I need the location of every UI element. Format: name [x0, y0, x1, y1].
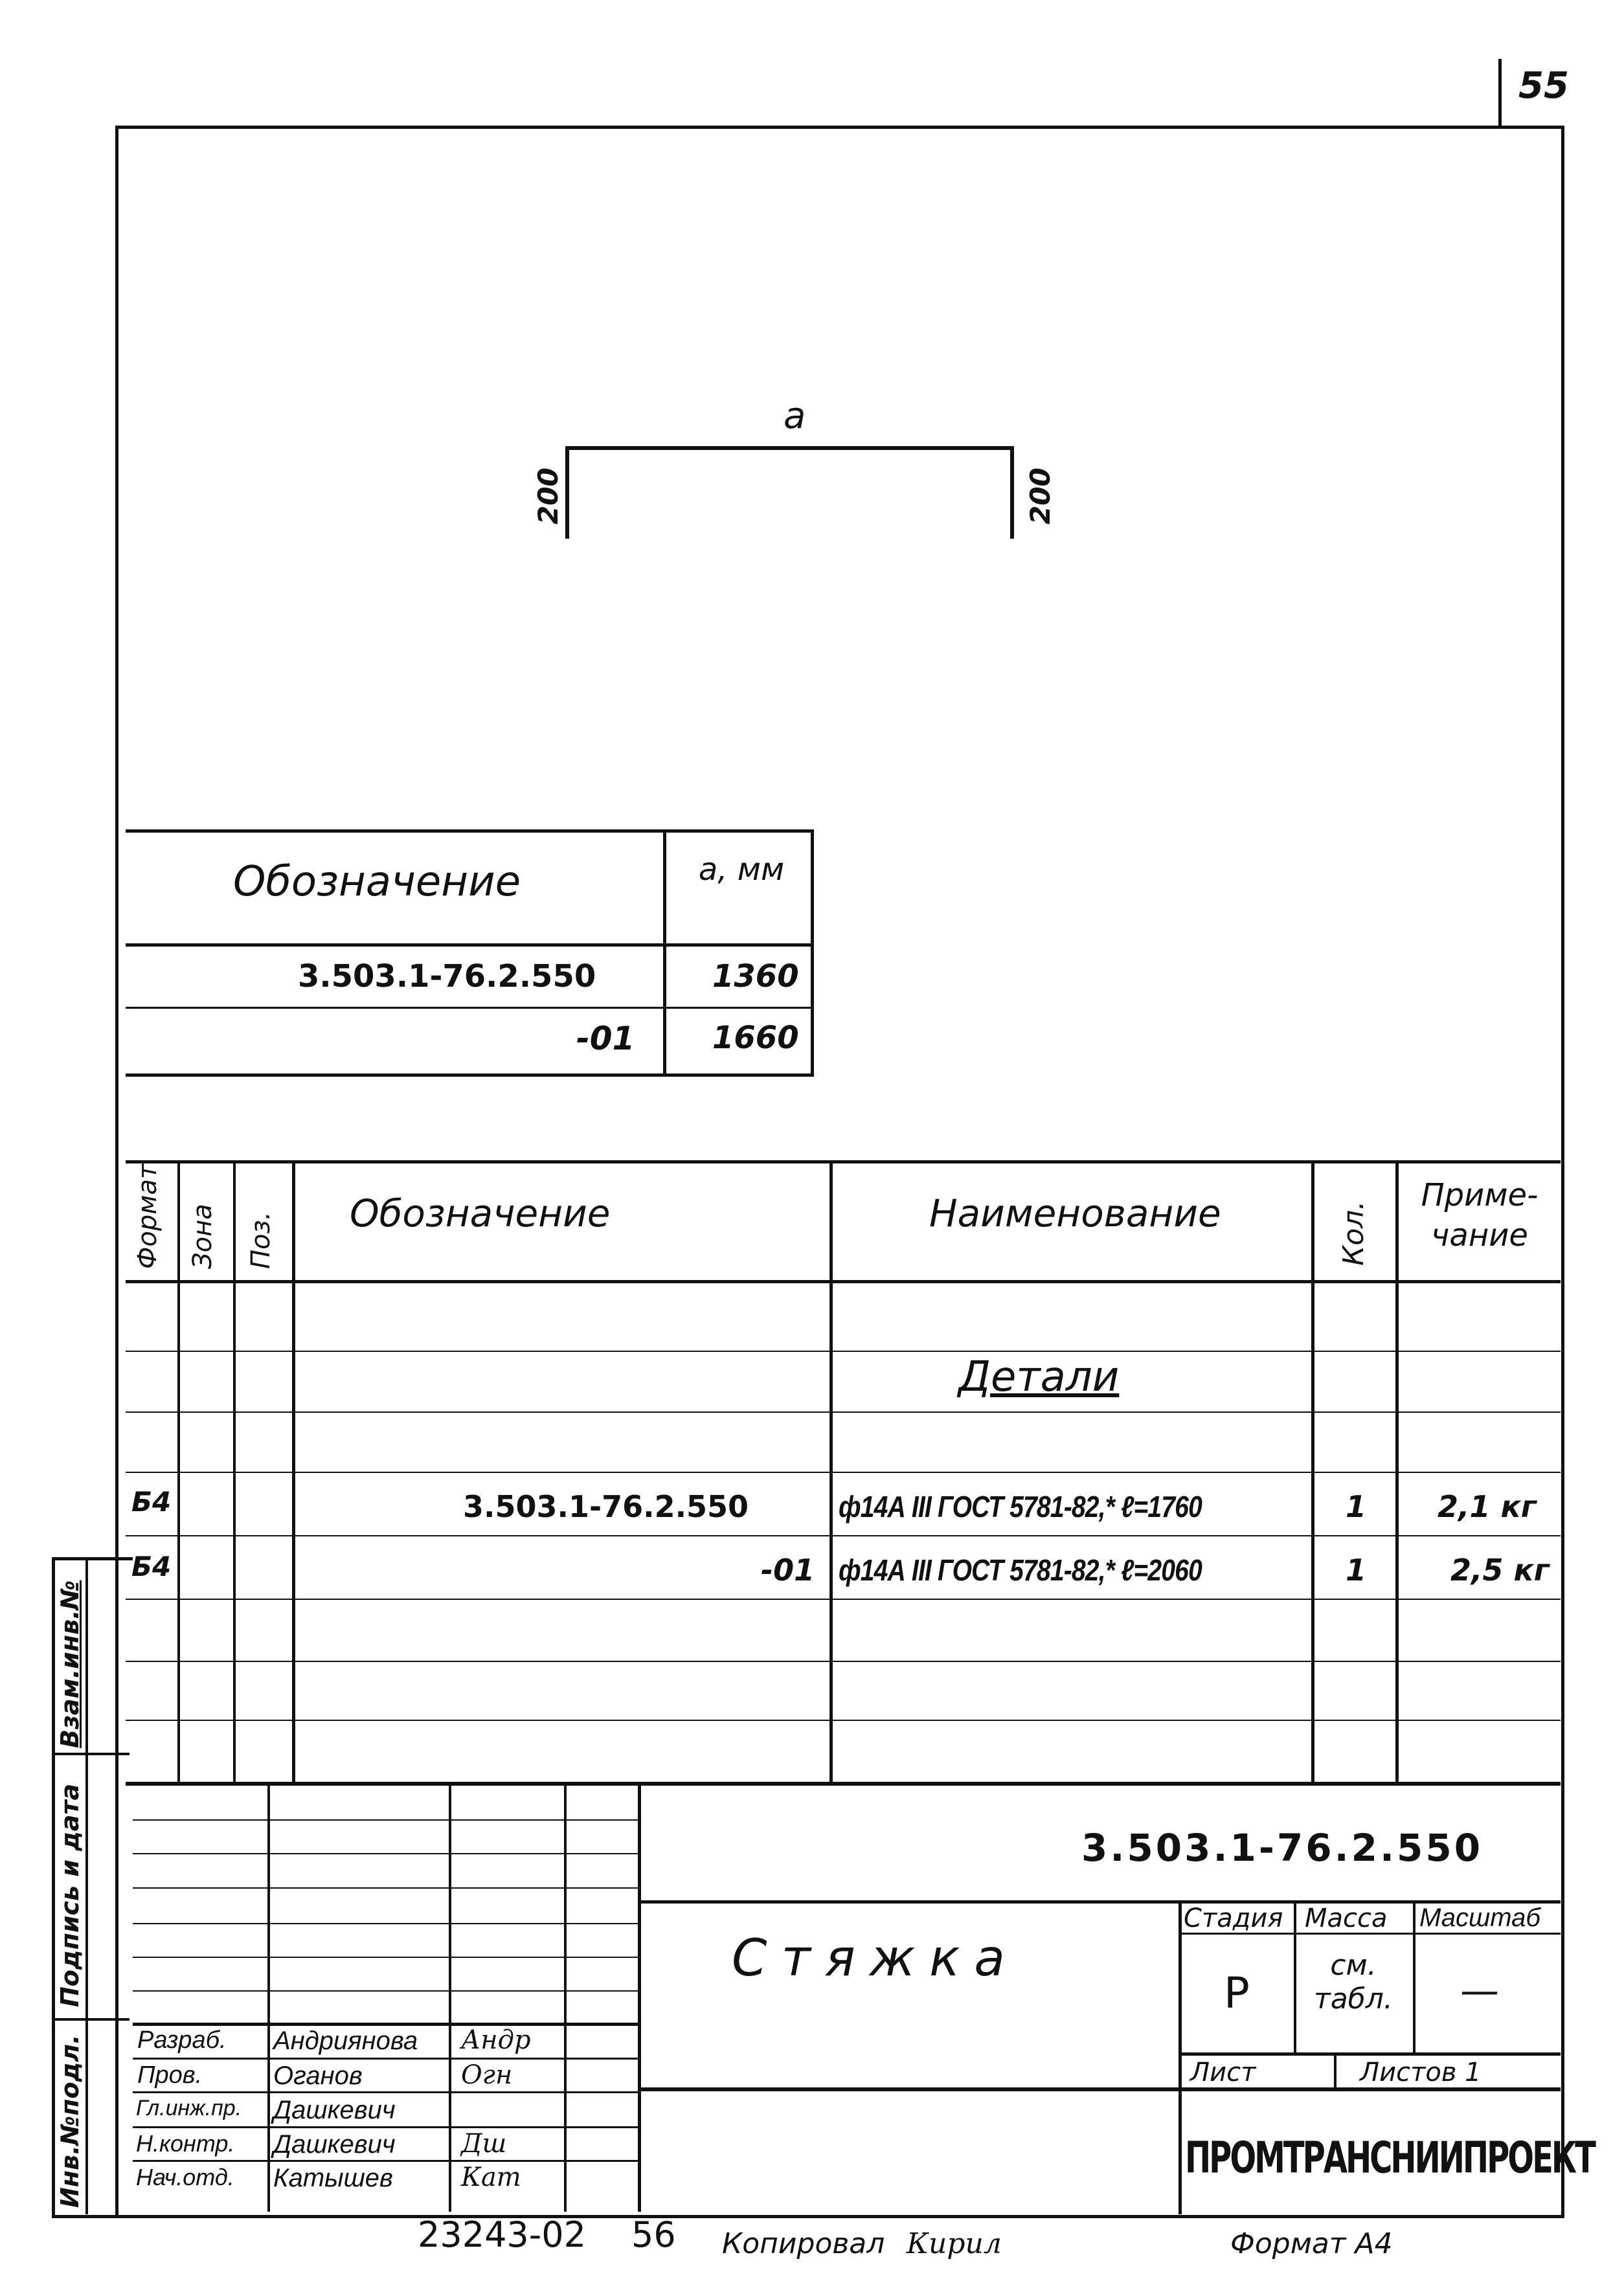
row-format: Б4 — [131, 1551, 172, 1582]
section-title: Детали — [958, 1353, 1120, 1401]
staff-name: Андриянова — [273, 2027, 418, 2055]
header-format: Формат — [133, 1163, 163, 1269]
side-label-replace-inv: Взам.инв.№ — [56, 1580, 84, 1748]
inventory-number: 23243-02 — [418, 2214, 586, 2255]
format-label: Формат А4 — [1230, 2227, 1393, 2260]
header-name: Наименование — [929, 1191, 1221, 1235]
side-label-original-inv: Инв.№подл. — [56, 2034, 84, 2208]
page-number: 55 — [1518, 65, 1569, 107]
variants-header-designation: Обозначение — [233, 858, 521, 906]
row-designation: -01 — [761, 1553, 815, 1588]
row-qty: 1 — [1346, 1553, 1367, 1588]
document-code: 3.503.1-76.2.550 — [1081, 1826, 1483, 1870]
staff-signature: Кат — [461, 2163, 521, 2192]
staff-role: Нач.отд. — [136, 2164, 234, 2190]
staff-signature: Андр — [461, 2025, 531, 2055]
stage-value: Р — [1224, 1968, 1250, 2018]
header-zone: Зона — [188, 1204, 218, 1269]
row-name: ф14А III ГОСТ 5781-82,* ℓ=2060 — [839, 1553, 1202, 1587]
row-name: ф14А III ГОСТ 5781-82,* ℓ=1760 — [839, 1490, 1202, 1523]
side-label-signature-date: Подпись и дата — [56, 1783, 84, 2007]
dim-right-label: 200 — [1024, 467, 1056, 524]
sheets-label: Листов 1 — [1360, 2058, 1482, 2087]
sheet-label: Лист — [1190, 2058, 1256, 2087]
copied-label: Копировал — [722, 2227, 885, 2260]
staff-role: Пров. — [137, 2062, 203, 2089]
variants-row-designation: -01 — [576, 1020, 635, 1057]
variants-row-a: 1360 — [712, 958, 799, 994]
staff-name: Дашкевич — [273, 2096, 396, 2124]
staff-name: Катышев — [273, 2164, 393, 2192]
staff-role: Гл.инж.пр. — [136, 2096, 242, 2120]
mass-label: Масса — [1305, 1904, 1388, 1933]
scale-value: — — [1460, 1968, 1499, 2014]
variants-header-a: a, мм — [698, 851, 785, 888]
footer-page: 56 — [631, 2214, 676, 2255]
row-designation: 3.503.1-76.2.550 — [463, 1489, 749, 1524]
staff-role: Разраб. — [137, 2027, 227, 2054]
mass-value: см. табл. — [1314, 1949, 1393, 2016]
header-designation: Обозначение — [350, 1191, 611, 1235]
header-qty: Кол. — [1337, 1200, 1370, 1266]
scale-label: Масштаб — [1419, 1904, 1540, 1932]
row-note: 2,5 кг — [1450, 1553, 1550, 1588]
header-pos: Поз. — [246, 1211, 276, 1269]
row-format: Б4 — [131, 1486, 172, 1518]
variants-row-designation: 3.503.1-76.2.550 — [298, 958, 596, 994]
staff-signature: Дш — [461, 2129, 507, 2159]
row-note: 2,1 кг — [1438, 1489, 1537, 1524]
dim-a-label: a — [784, 395, 806, 437]
organization: ПРОМТРАНСНИИПРОЕКТ — [1185, 2132, 1594, 2184]
header-note: Приме-чание — [1421, 1177, 1539, 1253]
staff-signature: Огн — [461, 2060, 513, 2090]
copier-signature: Кирил — [907, 2227, 1002, 2260]
stage-label: Стадия — [1184, 1904, 1283, 1933]
row-qty: 1 — [1346, 1489, 1367, 1524]
document-title: Стяжка — [732, 1929, 1019, 1988]
variants-row-a: 1660 — [712, 1020, 799, 1056]
dim-left-label: 200 — [532, 467, 564, 524]
staff-name: Дашкевич — [273, 2130, 396, 2159]
staff-role: Н.контр. — [136, 2130, 235, 2157]
staff-name: Оганов — [273, 2062, 363, 2090]
